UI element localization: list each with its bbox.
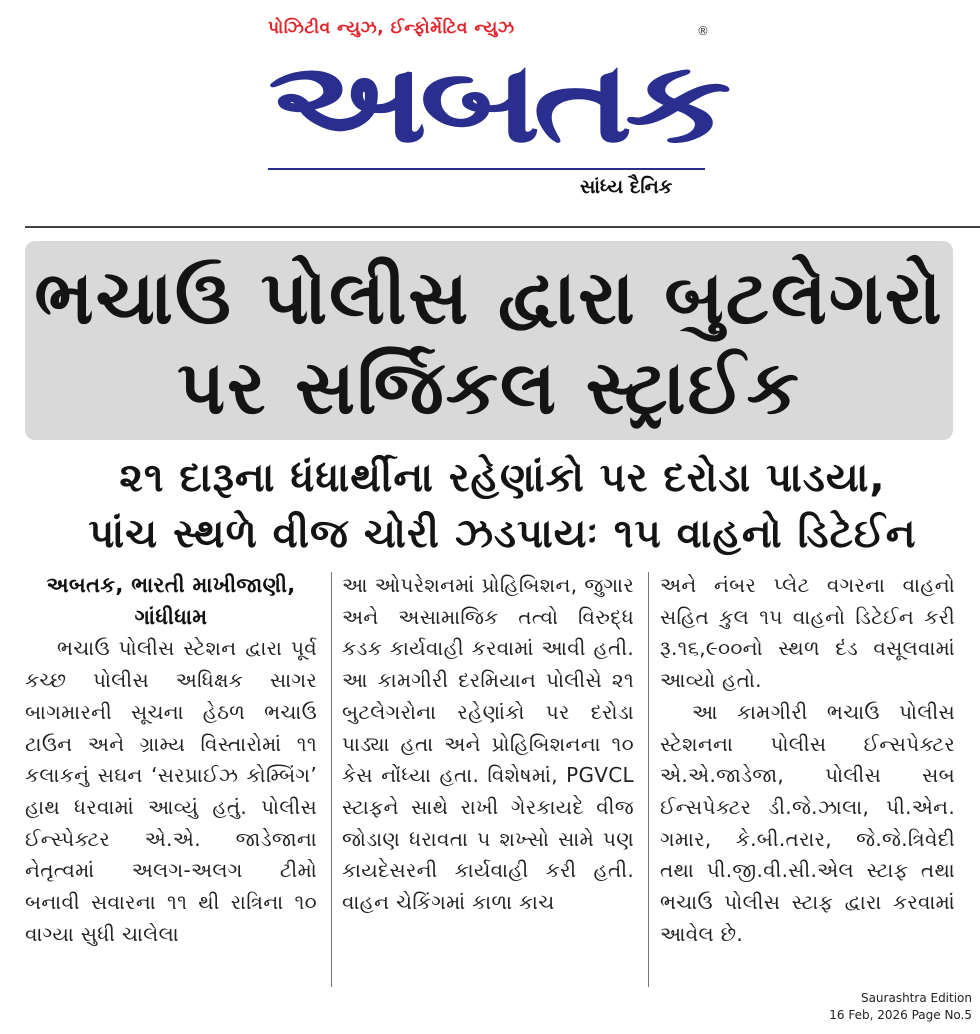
column-1-text: ભચાઉ પોલીસ સ્ટેશન દ્વારા પૂર્વ કચ્છ પોલીસ અધિક્ષક સાગર બાગમારની સૂચના હેઠળ ભચાઉ ટાઉન અને ગ્રામ્ય વિસ્તારોમાં ૧૧ કલાકનું સઘન ‘સરપ્રાઈઝ કોમ્બિંગ’ હાથ ધરવામાં આવ્યું હતું. પોલીસ ઈન્સ્પેક્ટર એ.એ. જાડેજાના નેતૃત્વમાં અલગ-અલગ ટીમો બનાવી સવારના ૧૧ થી રાત્રિના ૧૦ વાગ્યા સુધી ચાલેલા (25, 636, 317, 946)
subhead-line-2: પાંચ સ્થળે વીજ ચોરી ઝડપાયઃ ૧૫ વાહનો ડિટેઈન (88, 511, 917, 557)
headline-line-2: પર સર્જિકલ સ્ટ્રાઈક (177, 345, 801, 431)
column-divider (648, 572, 649, 987)
column-3-paragraph-1: અને નંબર પ્લેટ વગરના વાહનો સહિત કુલ ૧૫ વાહનો ડિટેઈન કરી રૂ.૧૬,૯૦૦નો સ્થળ દંડ વસૂલવામાં આવ્યો હતો. (660, 573, 955, 693)
article-column-3 (660, 570, 955, 950)
subheadline (25, 450, 980, 562)
article-column-1 (25, 570, 317, 950)
subhead-line-1: ૨૧ દારૂના ધંધાર્થીના રહેણાંકો પર દરોડા પાડયા, (119, 455, 886, 501)
header-divider (25, 226, 980, 228)
edition-label: Saurashtra Edition (860, 991, 972, 1005)
page-footer (829, 990, 972, 1024)
headline (25, 253, 953, 433)
masthead-tagline: પોઝિટીવ ન્યુઝ, ઈન્ફોર્મેટિવ ન્યુઝ (268, 18, 515, 38)
masthead (0, 0, 980, 215)
headline-box (25, 241, 953, 440)
column-divider (331, 572, 332, 987)
newspaper-logo: અબતક (268, 38, 724, 168)
byline: અબતક, ભારતી માખીજાણી, ગાંધીધામ (46, 573, 296, 629)
registered-mark: ® (697, 24, 709, 38)
masthead-subtitle: સાંધ્ય દૈનિક (580, 176, 673, 198)
headline-line-1: ભચાઉ પોલીસ દ્વારા બુટલેગરો (34, 255, 944, 341)
article-column-2 (342, 570, 634, 919)
date-page-label: 16 Feb, 2026 Page No.5 (829, 1008, 972, 1022)
logo-underline (268, 168, 705, 170)
column-3-paragraph-2: આ કામગીરી ભચાઉ પોલીસ સ્ટેશનના પોલીસ ઈન્સપેક્ટર એ.એ.જાડેજા, પોલીસ સબ ઈન્સપેક્ટર ડી.જે.ઝાલા, પી.એન. ગમાર, કે.બી.તરાર, જે.જે.ત્રિવેદી તથા પી.જી.વી.સી.એલ સ્ટાફ તથા ભચાઉ પોલીસ સ્ટાફ દ્વારા કરવામાં આવેલ છે. (660, 699, 955, 946)
column-2-text: આ ઓપરેશનમાં પ્રોહિબિશન, જુગાર અને અસામાજિક તત્વો વિરુદ્ધ કડક કાર્યવાહી કરવામાં આવી હતી. આ કામગીરી દરમિયાન પોલીસે ૨૧ બુટલેગરોના રહેણાંકો પર દરોડા પાડ્યા હતા અને પ્રોહિબિશનના ૧૦ કેસ નોંધ્યા હતા. વિશેષમાં, PGVCL સ્ટાફને સાથે રાખી ગેરકાયદે વીજ જોડાણ ધરાવતા ૫ શખ્સો સામે પણ કાયદેસરની કાર્યવાહી કરી હતી. વાહન ચેકિંગમાં કાળા કાચ (342, 573, 634, 915)
